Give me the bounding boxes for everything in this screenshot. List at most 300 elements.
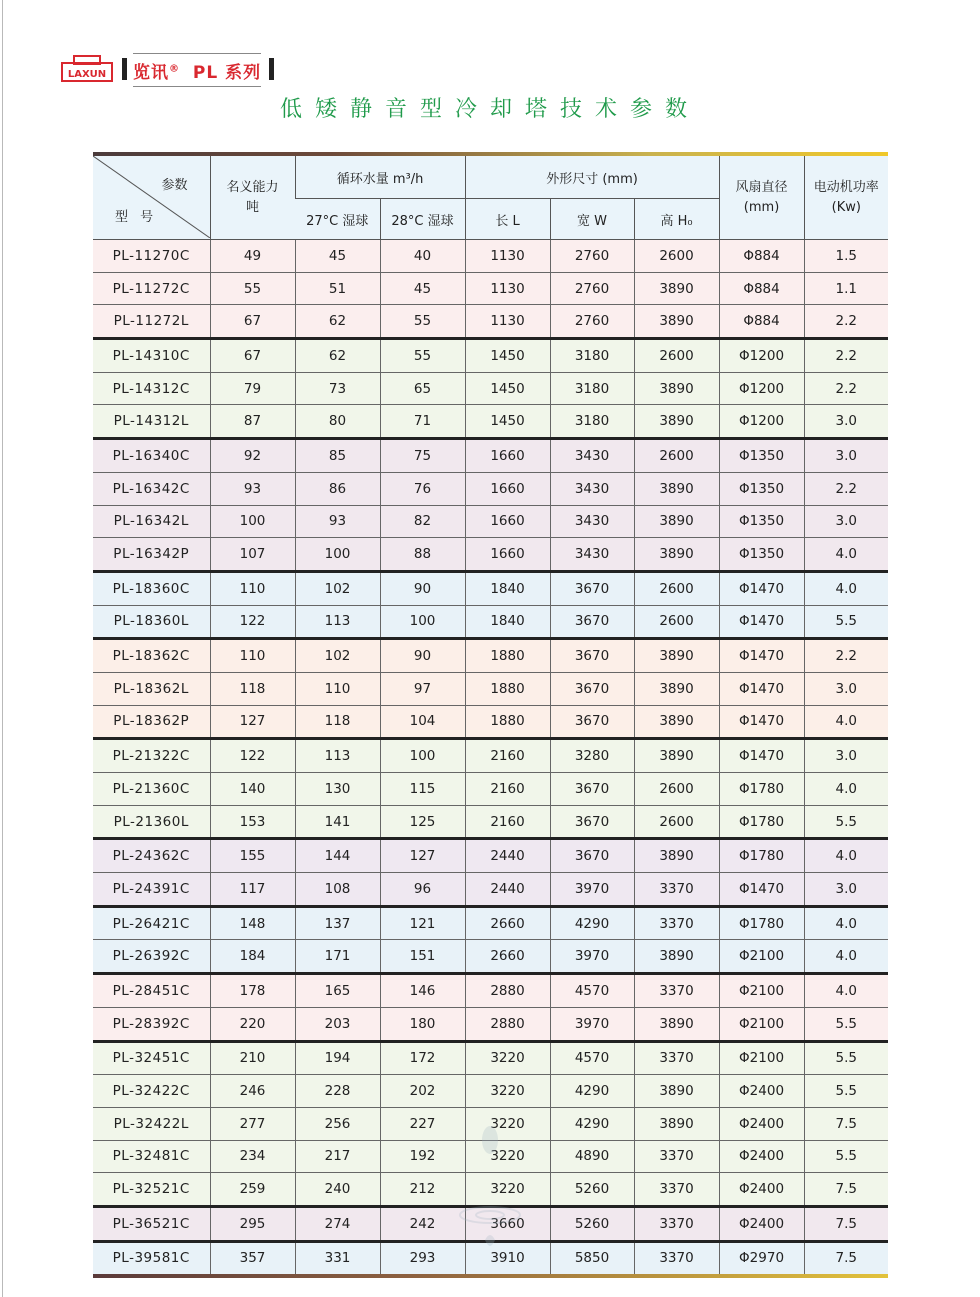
table-row	[93, 773, 888, 806]
cell-motor-power: 2.2	[804, 472, 888, 505]
cell-capacity: 246	[210, 1075, 295, 1108]
cell-length: 3220	[465, 1107, 550, 1140]
cell-flow-28: 96	[380, 873, 465, 907]
cell-width: 3970	[550, 873, 634, 907]
cell-model: PL-28451C	[93, 974, 210, 1008]
cell-length: 1840	[465, 605, 550, 639]
cell-fan-diameter: Φ884	[719, 240, 804, 273]
cell-flow-27: 141	[295, 805, 380, 839]
cell-height: 2600	[634, 773, 719, 806]
cell-model: PL-24362C	[93, 839, 210, 873]
cell-motor-power: 3.0	[804, 405, 888, 439]
cell-motor-power: 7.5	[804, 1107, 888, 1140]
cell-capacity: 49	[210, 240, 295, 273]
cell-model: PL-14312C	[93, 372, 210, 405]
cell-flow-27: 85	[295, 439, 380, 473]
cell-width: 2760	[550, 305, 634, 339]
cell-flow-28: 127	[380, 839, 465, 873]
cell-width: 3670	[550, 571, 634, 605]
cell-flow-27: 256	[295, 1107, 380, 1140]
cell-flow-27: 62	[295, 305, 380, 339]
cell-capacity: 67	[210, 339, 295, 373]
cell-capacity: 55	[210, 272, 295, 305]
cell-fan-diameter: Φ1350	[719, 538, 804, 572]
cell-flow-28: 180	[380, 1007, 465, 1041]
cell-height: 3890	[634, 538, 719, 572]
cell-motor-power: 4.0	[804, 974, 888, 1008]
cell-fan-diameter: Φ2100	[719, 974, 804, 1008]
cell-length: 2880	[465, 1007, 550, 1041]
cell-model: PL-32521C	[93, 1173, 210, 1207]
spec-table-wrapper	[93, 152, 888, 1278]
cell-length: 1840	[465, 571, 550, 605]
cell-flow-27: 118	[295, 705, 380, 739]
cell-fan-diameter: Φ1200	[719, 339, 804, 373]
cell-flow-27: 113	[295, 605, 380, 639]
cell-capacity: 79	[210, 372, 295, 405]
table-row	[93, 974, 888, 1008]
cell-fan-diameter: Φ1780	[719, 839, 804, 873]
cell-model: PL-16342L	[93, 505, 210, 538]
cell-length: 3220	[465, 1075, 550, 1108]
cell-fan-diameter: Φ1350	[719, 439, 804, 473]
table-row	[93, 672, 888, 705]
cell-model: PL-24391C	[93, 873, 210, 907]
cell-flow-27: 171	[295, 940, 380, 974]
cell-width: 3430	[550, 439, 634, 473]
cell-height: 3370	[634, 873, 719, 907]
cell-capacity: 107	[210, 538, 295, 572]
cell-height: 3890	[634, 472, 719, 505]
table-row	[93, 472, 888, 505]
cell-length: 1660	[465, 505, 550, 538]
table-row	[93, 240, 888, 273]
cell-capacity: 210	[210, 1041, 295, 1075]
cell-width: 2760	[550, 272, 634, 305]
cell-flow-27: 137	[295, 906, 380, 940]
cell-length: 1660	[465, 472, 550, 505]
cell-flow-28: 172	[380, 1041, 465, 1075]
cell-model: PL-18362P	[93, 705, 210, 739]
cell-model: PL-21360L	[93, 805, 210, 839]
cell-height: 2600	[634, 439, 719, 473]
cell-model: PL-39581C	[93, 1241, 210, 1275]
cell-fan-diameter: Φ884	[719, 305, 804, 339]
cell-flow-27: 80	[295, 405, 380, 439]
cell-length: 2440	[465, 839, 550, 873]
cell-width: 3180	[550, 405, 634, 439]
cell-motor-power: 4.0	[804, 571, 888, 605]
cell-flow-28: 82	[380, 505, 465, 538]
cell-height: 2600	[634, 805, 719, 839]
cell-flow-28: 146	[380, 974, 465, 1008]
cell-flow-28: 121	[380, 906, 465, 940]
cell-motor-power: 4.0	[804, 705, 888, 739]
cell-motor-power: 5.5	[804, 1075, 888, 1108]
cell-width: 3430	[550, 538, 634, 572]
cell-flow-28: 90	[380, 639, 465, 673]
cell-motor-power: 4.0	[804, 940, 888, 974]
cell-capacity: 259	[210, 1173, 295, 1207]
cell-length: 3220	[465, 1041, 550, 1075]
cell-model: PL-11272C	[93, 272, 210, 305]
header-dims: 外形尺寸 (mm)	[465, 156, 719, 199]
cell-fan-diameter: Φ1470	[719, 571, 804, 605]
cell-capacity: 234	[210, 1140, 295, 1173]
cell-capacity: 140	[210, 773, 295, 806]
cell-motor-power: 3.0	[804, 873, 888, 907]
cell-model: PL-18362L	[93, 672, 210, 705]
cell-model: PL-18360L	[93, 605, 210, 639]
table-row	[93, 339, 888, 373]
cell-flow-28: 242	[380, 1206, 465, 1241]
cell-fan-diameter: Φ1470	[719, 873, 804, 907]
table-row	[93, 272, 888, 305]
cell-width: 3670	[550, 605, 634, 639]
cell-flow-27: 203	[295, 1007, 380, 1041]
cell-capacity: 110	[210, 571, 295, 605]
cell-capacity: 148	[210, 906, 295, 940]
cell-height: 2600	[634, 240, 719, 273]
cell-flow-27: 274	[295, 1206, 380, 1241]
cell-height: 3890	[634, 1075, 719, 1108]
table-row	[93, 571, 888, 605]
cell-motor-power: 7.5	[804, 1241, 888, 1275]
cell-motor-power: 3.0	[804, 505, 888, 538]
cell-fan-diameter: Φ1350	[719, 505, 804, 538]
cell-capacity: 117	[210, 873, 295, 907]
cell-length: 2440	[465, 873, 550, 907]
cell-length: 3220	[465, 1173, 550, 1207]
cell-width: 3970	[550, 1007, 634, 1041]
cell-flow-28: 40	[380, 240, 465, 273]
cell-flow-28: 88	[380, 538, 465, 572]
cell-capacity: 127	[210, 705, 295, 739]
cell-capacity: 93	[210, 472, 295, 505]
table-row	[93, 372, 888, 405]
cell-height: 3890	[634, 639, 719, 673]
cell-model: PL-14312L	[93, 405, 210, 439]
cell-model: PL-32451C	[93, 1041, 210, 1075]
cell-height: 3370	[634, 1140, 719, 1173]
cell-fan-diameter: Φ1470	[719, 672, 804, 705]
brand-header	[60, 52, 274, 86]
cell-width: 3430	[550, 472, 634, 505]
laxun-logo	[60, 54, 114, 84]
cell-model: PL-16340C	[93, 439, 210, 473]
header-flow-28: 28°C 湿球	[380, 199, 465, 240]
page-title: 低矮静音型冷却塔技术参数	[279, 97, 700, 122]
cell-fan-diameter: Φ1350	[719, 472, 804, 505]
cell-flow-28: 76	[380, 472, 465, 505]
cell-length: 2660	[465, 940, 550, 974]
cell-motor-power: 4.0	[804, 839, 888, 873]
cell-motor-power: 2.2	[804, 639, 888, 673]
cell-motor-power: 5.5	[804, 605, 888, 639]
cell-motor-power: 5.5	[804, 805, 888, 839]
cell-flow-28: 125	[380, 805, 465, 839]
cell-fan-diameter: Φ1470	[719, 605, 804, 639]
cell-model: PL-16342C	[93, 472, 210, 505]
brand-series: PL 系列	[192, 62, 262, 83]
cell-length: 3220	[465, 1140, 550, 1173]
table-row	[93, 805, 888, 839]
cell-height: 3890	[634, 272, 719, 305]
cell-flow-28: 227	[380, 1107, 465, 1140]
cell-width: 5260	[550, 1206, 634, 1241]
table-row	[93, 1041, 888, 1075]
cell-height: 2600	[634, 605, 719, 639]
cell-capacity: 118	[210, 672, 295, 705]
cell-fan-diameter: Φ1200	[719, 405, 804, 439]
brand-cn-name: 览讯	[133, 62, 169, 83]
table-row	[93, 1075, 888, 1108]
cell-fan-diameter: Φ1780	[719, 773, 804, 806]
cell-fan-diameter: Φ1780	[719, 805, 804, 839]
cell-length: 1880	[465, 672, 550, 705]
cell-motor-power: 2.2	[804, 372, 888, 405]
cell-flow-27: 102	[295, 639, 380, 673]
cell-width: 3670	[550, 705, 634, 739]
cell-fan-diameter: Φ2400	[719, 1107, 804, 1140]
cell-length: 1660	[465, 538, 550, 572]
table-row	[93, 873, 888, 907]
cell-length: 1130	[465, 240, 550, 273]
cell-model: PL-21322C	[93, 739, 210, 773]
cell-motor-power: 1.5	[804, 240, 888, 273]
cell-height: 3370	[634, 1173, 719, 1207]
cell-flow-27: 73	[295, 372, 380, 405]
cell-height: 3370	[634, 974, 719, 1008]
table-row	[93, 605, 888, 639]
cell-height: 3890	[634, 705, 719, 739]
cell-fan-diameter: Φ2400	[719, 1140, 804, 1173]
cell-length: 1130	[465, 305, 550, 339]
cell-model: PL-28392C	[93, 1007, 210, 1041]
cell-capacity: 220	[210, 1007, 295, 1041]
cell-motor-power: 2.2	[804, 305, 888, 339]
cell-flow-28: 202	[380, 1075, 465, 1108]
cell-width: 4290	[550, 1107, 634, 1140]
spec-table	[93, 156, 888, 1275]
brand-divider-right	[269, 58, 274, 80]
cell-flow-28: 65	[380, 372, 465, 405]
cell-length: 3660	[465, 1206, 550, 1241]
cell-model: PL-32422L	[93, 1107, 210, 1140]
cell-motor-power: 3.0	[804, 739, 888, 773]
table-row	[93, 906, 888, 940]
cell-fan-diameter: Φ2400	[719, 1206, 804, 1241]
cell-height: 3370	[634, 1041, 719, 1075]
page-edge-line	[2, 0, 3, 1297]
cell-width: 4570	[550, 974, 634, 1008]
cell-length: 2880	[465, 974, 550, 1008]
cell-flow-27: 194	[295, 1041, 380, 1075]
header-model: 型 号	[115, 210, 158, 225]
table-row	[93, 305, 888, 339]
cell-capacity: 153	[210, 805, 295, 839]
table-row	[93, 839, 888, 873]
cell-model: PL-21360C	[93, 773, 210, 806]
cell-flow-28: 151	[380, 940, 465, 974]
cell-motor-power: 4.0	[804, 538, 888, 572]
cell-motor-power: 1.1	[804, 272, 888, 305]
cell-motor-power: 5.5	[804, 1041, 888, 1075]
cell-height: 3370	[634, 1206, 719, 1241]
cell-length: 1450	[465, 405, 550, 439]
cell-width: 3280	[550, 739, 634, 773]
cell-length: 2160	[465, 805, 550, 839]
cell-height: 3890	[634, 1107, 719, 1140]
cell-motor-power: 4.0	[804, 773, 888, 806]
cell-model: PL-14310C	[93, 339, 210, 373]
cell-width: 3180	[550, 339, 634, 373]
cell-length: 2160	[465, 739, 550, 773]
cell-width: 5260	[550, 1173, 634, 1207]
cell-flow-28: 75	[380, 439, 465, 473]
cell-fan-diameter: Φ2100	[719, 1041, 804, 1075]
cell-capacity: 92	[210, 439, 295, 473]
cell-height: 3370	[634, 906, 719, 940]
cell-flow-27: 110	[295, 672, 380, 705]
cell-capacity: 155	[210, 839, 295, 873]
cell-fan-diameter: Φ2100	[719, 1007, 804, 1041]
table-row	[93, 739, 888, 773]
cell-model: PL-32481C	[93, 1140, 210, 1173]
cell-flow-27: 51	[295, 272, 380, 305]
cell-fan-diameter: Φ1470	[719, 739, 804, 773]
cell-fan-diameter: Φ2970	[719, 1241, 804, 1275]
cell-height: 3890	[634, 672, 719, 705]
cell-motor-power: 5.5	[804, 1007, 888, 1041]
cell-capacity: 277	[210, 1107, 295, 1140]
cell-motor-power: 5.5	[804, 1140, 888, 1173]
cell-capacity: 67	[210, 305, 295, 339]
cell-capacity: 357	[210, 1241, 295, 1275]
cell-capacity: 100	[210, 505, 295, 538]
table-row	[93, 405, 888, 439]
cell-length: 2160	[465, 773, 550, 806]
cell-width: 4290	[550, 906, 634, 940]
cell-fan-diameter: Φ1470	[719, 639, 804, 673]
cell-flow-28: 90	[380, 571, 465, 605]
cell-height: 3890	[634, 940, 719, 974]
header-height: 高 H₀	[634, 199, 719, 240]
cell-fan-diameter: Φ884	[719, 272, 804, 305]
brand-name	[133, 56, 261, 83]
table-row	[93, 505, 888, 538]
cell-flow-27: 100	[295, 538, 380, 572]
cell-width: 3670	[550, 672, 634, 705]
cell-width: 3180	[550, 372, 634, 405]
cell-flow-27: 331	[295, 1241, 380, 1275]
cell-width: 3970	[550, 940, 634, 974]
cell-capacity: 87	[210, 405, 295, 439]
table-bottom-bar	[93, 1274, 888, 1278]
cell-length: 1450	[465, 339, 550, 373]
cell-flow-27: 113	[295, 739, 380, 773]
cell-capacity: 184	[210, 940, 295, 974]
cell-model: PL-11270C	[93, 240, 210, 273]
header-param: 参数	[161, 178, 188, 193]
cell-flow-27: 130	[295, 773, 380, 806]
cell-motor-power: 3.0	[804, 439, 888, 473]
cell-flow-28: 104	[380, 705, 465, 739]
cell-flow-27: 86	[295, 472, 380, 505]
cell-flow-28: 97	[380, 672, 465, 705]
cell-height: 3890	[634, 372, 719, 405]
cell-flow-28: 212	[380, 1173, 465, 1207]
cell-flow-28: 45	[380, 272, 465, 305]
cell-flow-27: 240	[295, 1173, 380, 1207]
cell-flow-28: 71	[380, 405, 465, 439]
cell-height: 3890	[634, 1007, 719, 1041]
cell-height: 2600	[634, 571, 719, 605]
table-row	[93, 705, 888, 739]
cell-height: 3890	[634, 839, 719, 873]
table-row	[93, 639, 888, 673]
cell-model: PL-32422C	[93, 1075, 210, 1108]
table-row	[93, 1007, 888, 1041]
cell-model: PL-26421C	[93, 906, 210, 940]
header-capacity: 名义能力 吨	[210, 156, 295, 240]
cell-width: 3670	[550, 805, 634, 839]
header-param-model	[93, 156, 210, 240]
cell-capacity: 295	[210, 1206, 295, 1241]
cell-fan-diameter: Φ2400	[719, 1075, 804, 1108]
cell-flow-28: 100	[380, 739, 465, 773]
cell-model: PL-11272L	[93, 305, 210, 339]
cell-length: 1660	[465, 439, 550, 473]
cell-fan-diameter: Φ2100	[719, 940, 804, 974]
cell-length: 1880	[465, 639, 550, 673]
cell-flow-27: 228	[295, 1075, 380, 1108]
water-drop-watermark	[455, 1120, 525, 1270]
cell-capacity: 122	[210, 605, 295, 639]
table-row	[93, 940, 888, 974]
cell-flow-28: 55	[380, 339, 465, 373]
cell-flow-27: 62	[295, 339, 380, 373]
cell-model: PL-26392C	[93, 940, 210, 974]
cell-capacity: 122	[210, 739, 295, 773]
header-length: 长 L	[465, 199, 550, 240]
cell-height: 3890	[634, 405, 719, 439]
cell-motor-power: 4.0	[804, 906, 888, 940]
cell-flow-28: 55	[380, 305, 465, 339]
cell-flow-27: 144	[295, 839, 380, 873]
cell-model: PL-18362C	[93, 639, 210, 673]
cell-flow-27: 93	[295, 505, 380, 538]
cell-motor-power: 2.2	[804, 339, 888, 373]
table-row	[93, 538, 888, 572]
cell-fan-diameter: Φ1780	[719, 906, 804, 940]
cell-flow-28: 115	[380, 773, 465, 806]
header-fan: 风扇直径 (mm)	[719, 156, 804, 240]
header-flow: 循环水量 m³/h	[295, 156, 465, 199]
cell-width: 5850	[550, 1241, 634, 1275]
cell-height: 2600	[634, 339, 719, 373]
cell-width: 3430	[550, 505, 634, 538]
cell-height: 3890	[634, 305, 719, 339]
cell-flow-27: 165	[295, 974, 380, 1008]
cell-capacity: 110	[210, 639, 295, 673]
cell-flow-28: 100	[380, 605, 465, 639]
cell-fan-diameter: Φ1200	[719, 372, 804, 405]
cell-length: 1130	[465, 272, 550, 305]
cell-height: 3370	[634, 1241, 719, 1275]
cell-capacity: 178	[210, 974, 295, 1008]
cell-width: 3670	[550, 639, 634, 673]
